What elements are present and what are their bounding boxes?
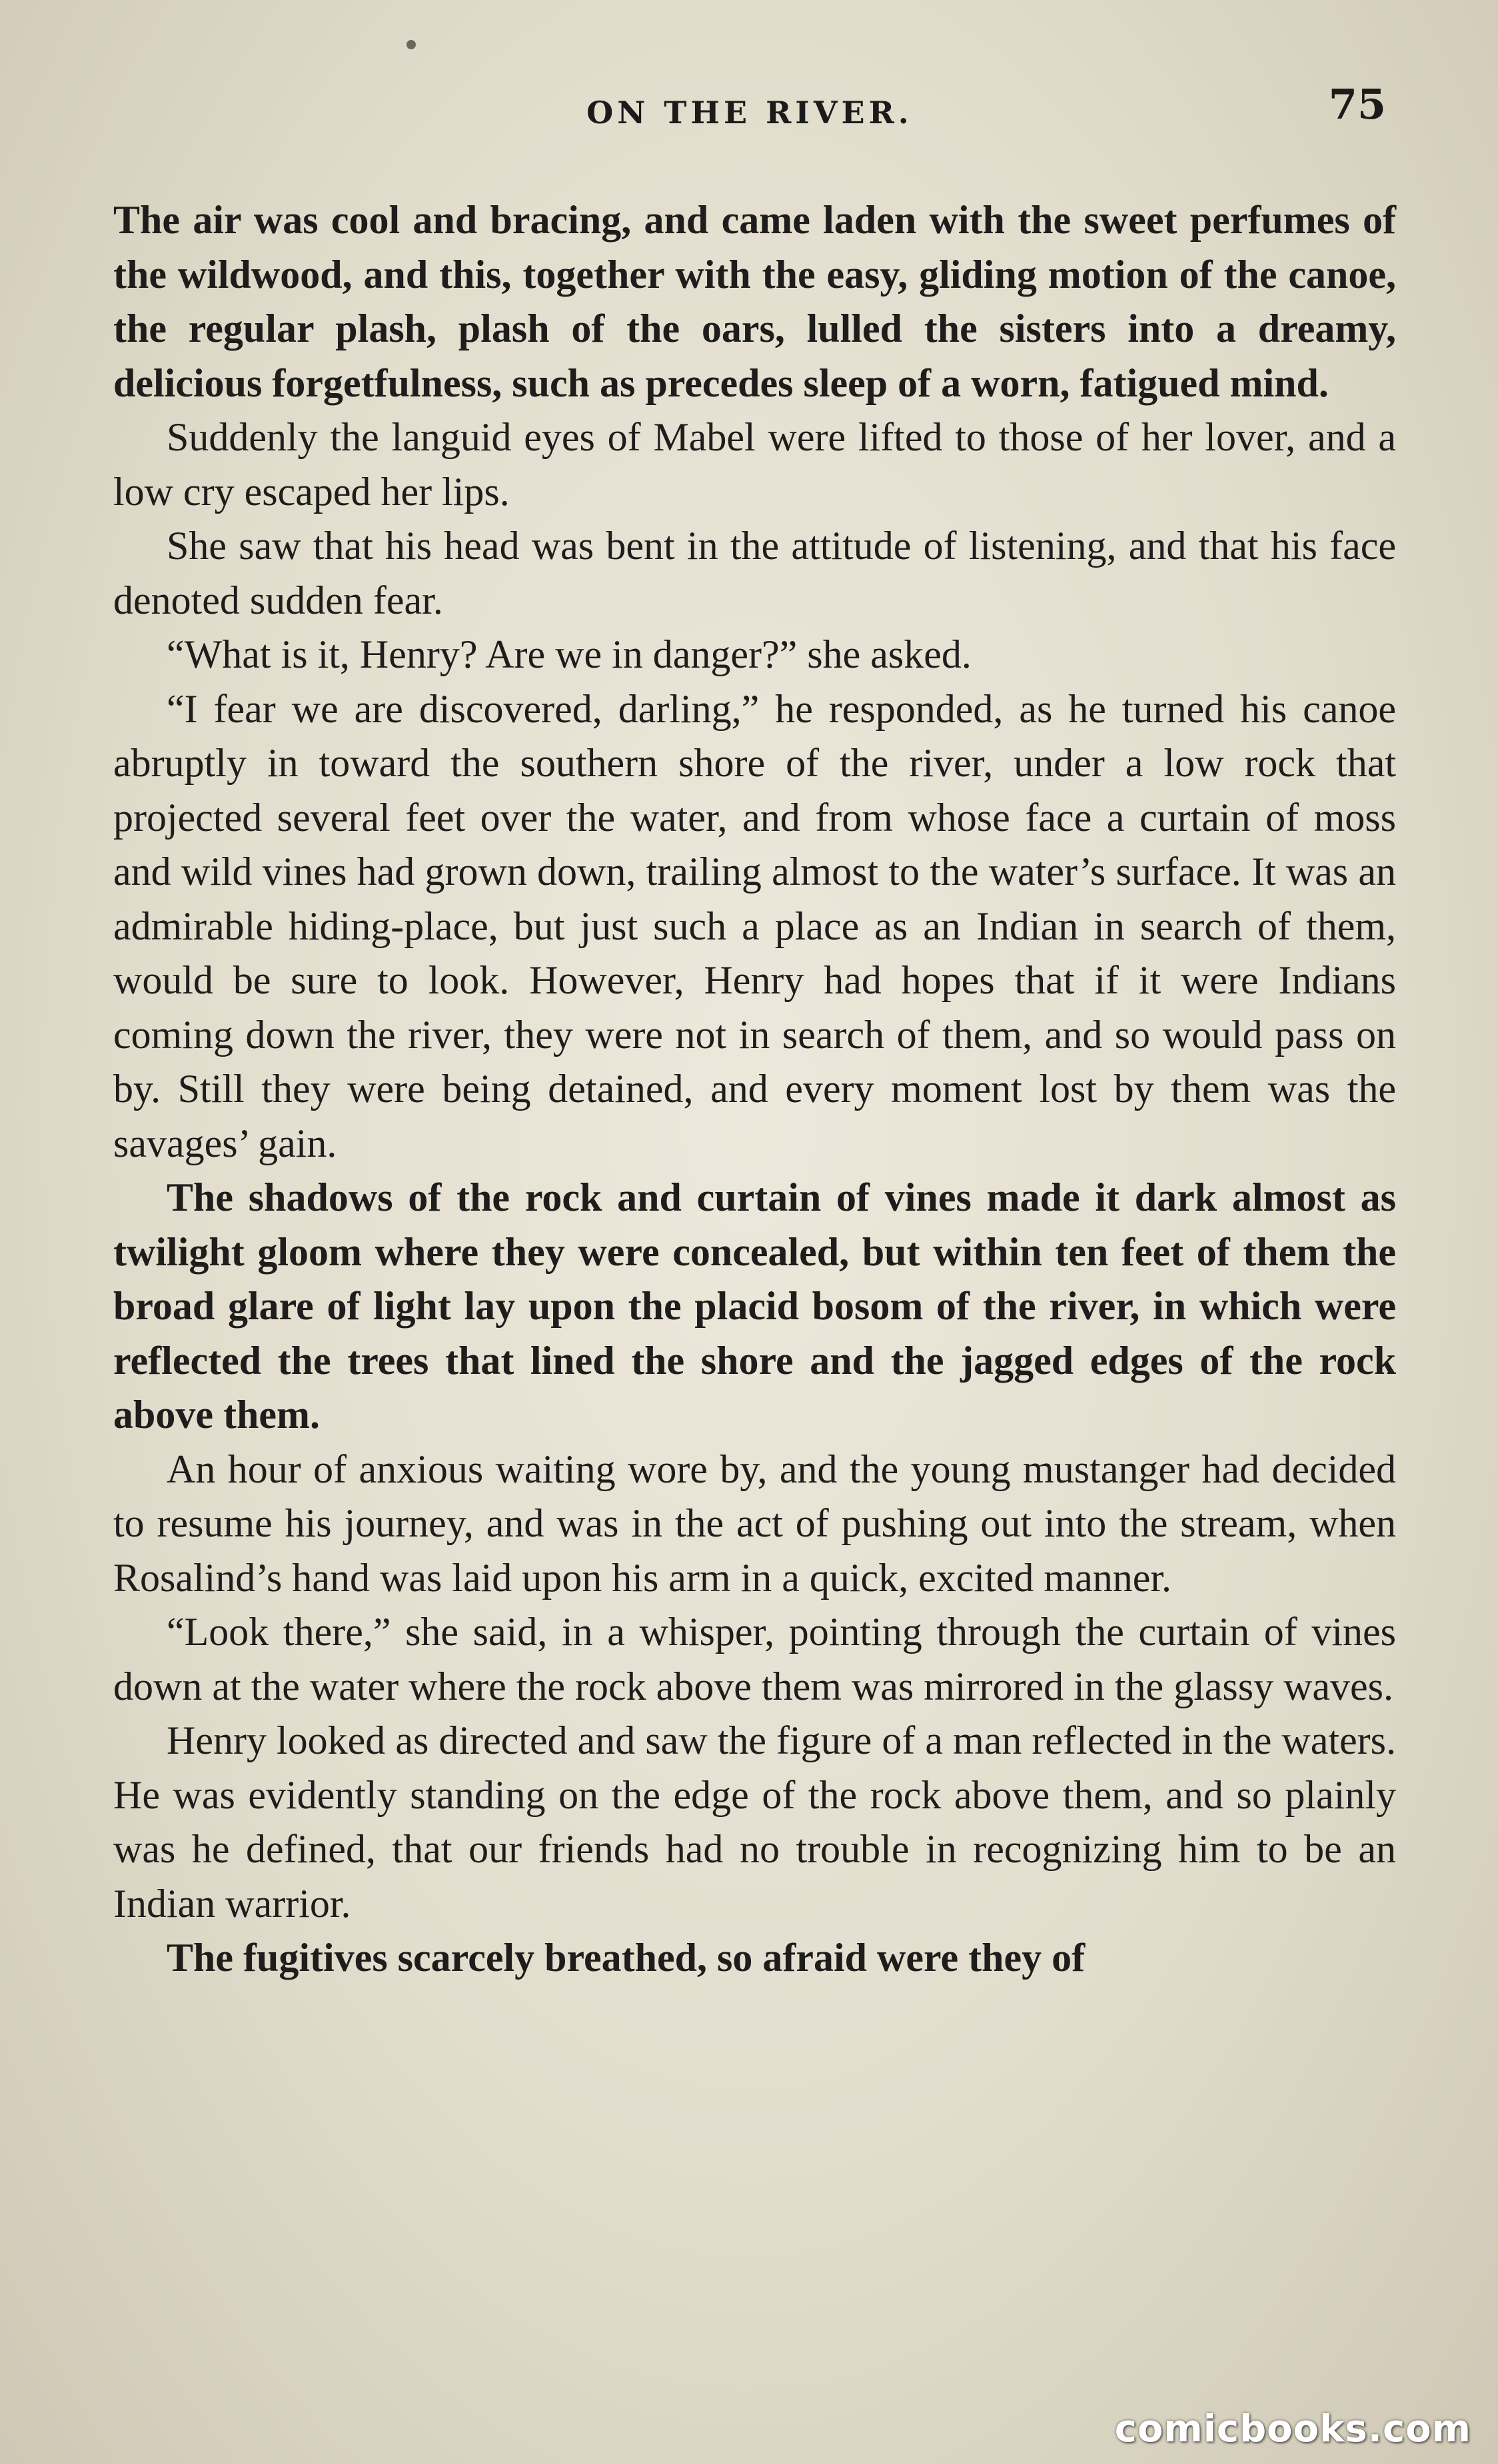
body-text bbox=[113, 193, 1396, 1986]
paragraph-2: Suddenly the languid eyes of Mabel were lifted to those of her lover, and a low cry escaped her lips. bbox=[113, 415, 1396, 514]
paragraph-8: “Look there,” she said, in a whisper, pointing through the curtain of vines down at the water where the rock above them was mirrored in the glassy waves. bbox=[113, 1610, 1396, 1708]
paragraph-4: “What is it, Henry? Are we in danger?” she asked. bbox=[167, 632, 972, 676]
paragraph-1: The air was cool and bracing, and came laden with the sweet perfumes of the wildwood, and this, together with the easy, gliding motion of the canoe, the regular plash, plash of the oars, lulled the sisters into a dreamy, delicious forgetfulness, such as precedes sleep of a worn, fatigued mind. bbox=[113, 198, 1396, 405]
paragraph-5: “I fear we are discovered, darling,” he responded, as he turned his canoe abruptly in toward the southern shore of the river, under a low rock that projected several feet over the water, and from whose face a curtain of moss and wild vines had grown down, trailing almost to the water’s surface. It was an admirable hiding-place, but just such a place as an Indian in search of them, would be sure to look. However, Henry had hopes that if it were Indians coming down the river, they were not in search of them, and so would pass on by. Still they were being detained, and every moment lost by them was the savages’ gain. bbox=[113, 686, 1396, 1165]
page-number: 75 bbox=[1328, 80, 1386, 129]
paragraph-3: She saw that his head was bent in the attitude of listening, and that his face denoted sudden fear. bbox=[113, 524, 1396, 622]
running-head: ON THE RIVER. bbox=[586, 95, 913, 131]
ink-speck bbox=[406, 40, 416, 49]
paragraph-7: An hour of anxious waiting wore by, and the young mustanger had decided to resume his journey, and was in the act of pushing out into the stream, when Rosalind’s hand was laid upon his arm in a quick, excited manner. bbox=[113, 1447, 1396, 1600]
paragraph-10: The fugitives scarcely breathed, so afraid were they of bbox=[167, 1936, 1086, 1980]
paragraph-6: The shadows of the rock and curtain of vines made it dark almost as twilight gloom where they were concealed, but within ten feet of them the broad glare of light lay upon the placid bosom of the river, in which were reflected the trees that lined the shore and the jagged edges of the rock above them. bbox=[113, 1175, 1396, 1437]
watermark: comicbooks.com bbox=[1114, 2407, 1471, 2451]
page-header bbox=[113, 80, 1386, 160]
paragraph-9: Henry looked as directed and saw the figure of a man reflected in the waters. He was evidently standing on the edge of the rock above them, and so plainly was he defined, that our friends had no trouble in recognizing him to be an Indian warrior. bbox=[113, 1718, 1396, 1926]
